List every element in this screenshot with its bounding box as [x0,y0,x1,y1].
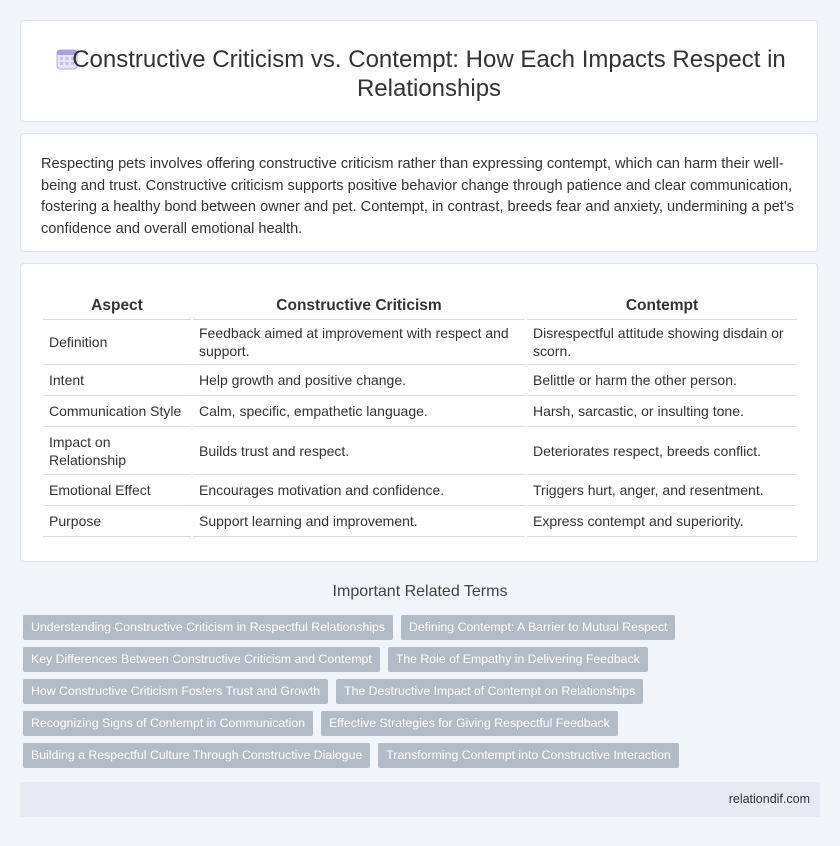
related-term-link[interactable]: Recognizing Signs of Contempt in Communication [23,711,313,736]
related-term-link[interactable]: Key Differences Between Constructive Criticism and Contempt [23,647,380,672]
header-card [20,20,818,122]
aspect-cell: Intent [43,365,191,396]
tag-row [23,647,648,672]
header-constructive-criticism: Constructive Criticism [193,293,525,320]
contempt-cell: Triggers hurt, anger, and resentment. [527,475,797,506]
table-row [43,475,797,506]
constructive-cell: Builds trust and respect. [193,427,525,475]
related-term-link[interactable]: Defining Contempt: A Barrier to Mutual Respect [401,615,675,640]
tag-row [23,679,643,704]
related-term-link[interactable]: Effective Strategies for Giving Respectful Feedback [321,711,618,736]
comparison-table [41,293,799,537]
intro-text: Respecting pets involves offering constructive criticism rather than expressing contempt, which can harm their well-being and trust. Constructive criticism supports positive behavior change through patience and clear communication, fostering a healthy bond between owner and pet. Contempt, in contrast, breeds fear and anxiety, undermining a pet's confidence and overall emotional health. [41,156,794,237]
related-term-link[interactable]: Understanding Constructive Criticism in Respectful Relationships [23,615,393,640]
contempt-cell: Harsh, sarcastic, or insulting tone. [527,396,797,427]
intro-card [20,133,818,252]
aspect-cell: Purpose [43,506,191,537]
constructive-cell: Help growth and positive change. [193,365,525,396]
table-row [43,320,797,365]
header-aspect: Aspect [43,293,191,320]
comparison-card [20,263,818,562]
related-term-link[interactable]: The Role of Empathy in Delivering Feedback [388,647,648,672]
table-row [43,506,797,537]
page-title: Constructive Criticism vs. Contempt: How Each Impacts Respect in Relationships [72,46,786,102]
footer-site-name[interactable]: relationdif.com [728,792,810,806]
related-term-link[interactable]: How Constructive Criticism Fosters Trust and Growth [23,679,328,704]
aspect-cell: Definition [43,320,191,365]
tag-row [23,711,618,736]
contempt-cell: Belittle or harm the other person. [527,365,797,396]
tag-row [23,743,679,768]
table-row [43,427,797,475]
related-term-link[interactable]: The Destructive Impact of Contempt on Relationships [336,679,643,704]
aspect-cell: Impact on Relationship [43,427,191,475]
aspect-cell: Communication Style [43,396,191,427]
constructive-cell: Calm, specific, empathetic language. [193,396,525,427]
footer [20,782,820,817]
contempt-cell: Express contempt and superiority. [527,506,797,537]
related-terms-heading: Important Related Terms [332,583,508,600]
constructive-cell: Encourages motivation and confidence. [193,475,525,506]
contempt-cell: Deteriorates respect, breeds conflict. [527,427,797,475]
related-term-link[interactable]: Building a Respectful Culture Through Constructive Dialogue [23,743,370,768]
related-term-link[interactable]: Transforming Contempt into Constructive Interaction [378,743,679,768]
tag-row [23,615,675,640]
table-row [43,365,797,396]
aspect-cell: Emotional Effect [43,475,191,506]
header-contempt: Contempt [527,293,797,320]
constructive-cell: Support learning and improvement. [193,506,525,537]
table-row [43,396,797,427]
constructive-cell: Feedback aimed at improvement with respect and support. [193,320,525,365]
contempt-cell: Disrespectful attitude showing disdain or scorn. [527,320,797,365]
table-header-row [43,293,797,320]
